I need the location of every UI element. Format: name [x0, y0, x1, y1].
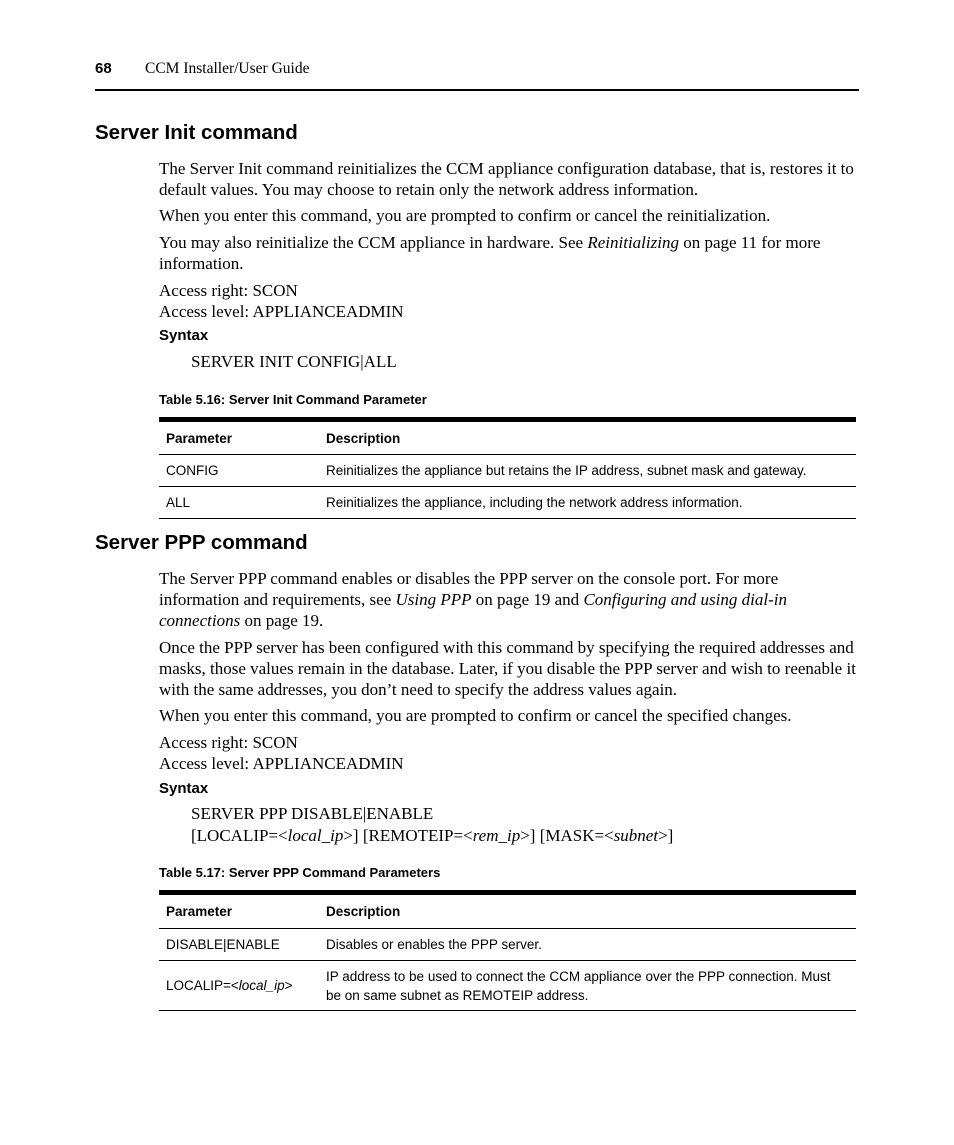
table-row: [159, 929, 856, 961]
syntax-label: Syntax: [159, 327, 209, 344]
access-right: Access right: SCON: [159, 281, 298, 300]
description-cell: IP address to be used to connect the CCM appliance over the PPP connection. Must be on same subnet as REMOTEIP address.: [319, 961, 856, 1011]
table-row: [159, 455, 856, 487]
server-init-access: [159, 280, 859, 322]
table-row: [159, 961, 856, 1011]
dial-in-connections-link[interactable]: Configuring and using dial-in connections: [159, 590, 787, 630]
syntax-line-1: SERVER PPP DISABLE|ENABLE: [191, 804, 434, 823]
server-ppp-config-note: Once the PPP server has been configured with this command by specifying the required addresses and masks, those values remain in the database. Later, if you disable the PPP server and wish to reenable it with the same addresses, you don’t need to specify the address values again.: [159, 638, 856, 699]
parameter-cell: DISABLE|ENABLE: [159, 929, 319, 961]
server-init-syntax: SERVER INIT CONFIG|ALL: [191, 352, 397, 371]
column-header-parameter: Parameter: [159, 420, 319, 455]
table-caption-5-16: Table 5.16: Server Init Command Parameter: [159, 392, 427, 407]
description-cell: Reinitializes the appliance, including the network address information.: [319, 487, 856, 519]
column-header-description: Description: [319, 420, 856, 455]
description-cell: Reinitializes the appliance but retains the IP address, subnet mask and gateway.: [319, 455, 856, 487]
access-right: Access right: SCON: [159, 733, 298, 752]
server-ppp-access: [159, 732, 859, 774]
syntax-label: Syntax: [159, 780, 209, 797]
server-init-parameter-table: [159, 417, 856, 519]
parameter-cell: LOCALIP=<local_ip>: [159, 961, 319, 1011]
table-header-row: [159, 893, 856, 929]
server-init-prompt-note: When you enter this command, you are prompted to confirm or cancel the reinitialization.: [159, 206, 771, 225]
parameter-cell: ALL: [159, 487, 319, 519]
column-header-description: Description: [319, 893, 856, 929]
section-heading-server-init: Server Init command: [95, 121, 298, 144]
server-ppp-syntax: [191, 803, 673, 847]
parameter-cell: CONFIG: [159, 455, 319, 487]
access-level: Access level: APPLIANCEADMIN: [159, 302, 404, 321]
table-header-row: [159, 420, 856, 455]
server-init-hardware-note: You may also reinitialize the CCM appliance in hardware. See Reinitializing on page 11 for more information.: [159, 233, 821, 273]
table-row: [159, 487, 856, 519]
description-cell: Disables or enables the PPP server.: [319, 929, 856, 961]
server-ppp-description: The Server PPP command enables or disables the PPP server on the console port. For more information and requirements, see Using PPP on page 19 and Configuring and using dial-in connections on page 19.: [159, 569, 787, 630]
server-ppp-prompt-note: When you enter this command, you are prompted to confirm or cancel the specified changes.: [159, 706, 792, 725]
server-init-description: The Server Init command reinitializes the CCM appliance configuration database, that is, restores it to default values. You may choose to retain only the network address information.: [159, 159, 854, 199]
reinitializing-link[interactable]: Reinitializing: [587, 233, 679, 252]
syntax-line-2: [LOCALIP=<local_ip>] [REMOTEIP=<rem_ip>] [MASK=<subnet>]: [191, 826, 674, 845]
access-level: Access level: APPLIANCEADMIN: [159, 754, 404, 773]
page-header: [95, 59, 859, 91]
section-heading-server-ppp: Server PPP command: [95, 531, 308, 554]
column-header-parameter: Parameter: [159, 893, 319, 929]
table-caption-5-17: Table 5.17: Server PPP Command Parameters: [159, 865, 441, 880]
page-number: 68: [95, 60, 112, 77]
guide-title: CCM Installer/User Guide: [145, 60, 310, 77]
using-ppp-link[interactable]: Using PPP: [395, 590, 472, 609]
server-ppp-parameter-table: [159, 890, 856, 1011]
